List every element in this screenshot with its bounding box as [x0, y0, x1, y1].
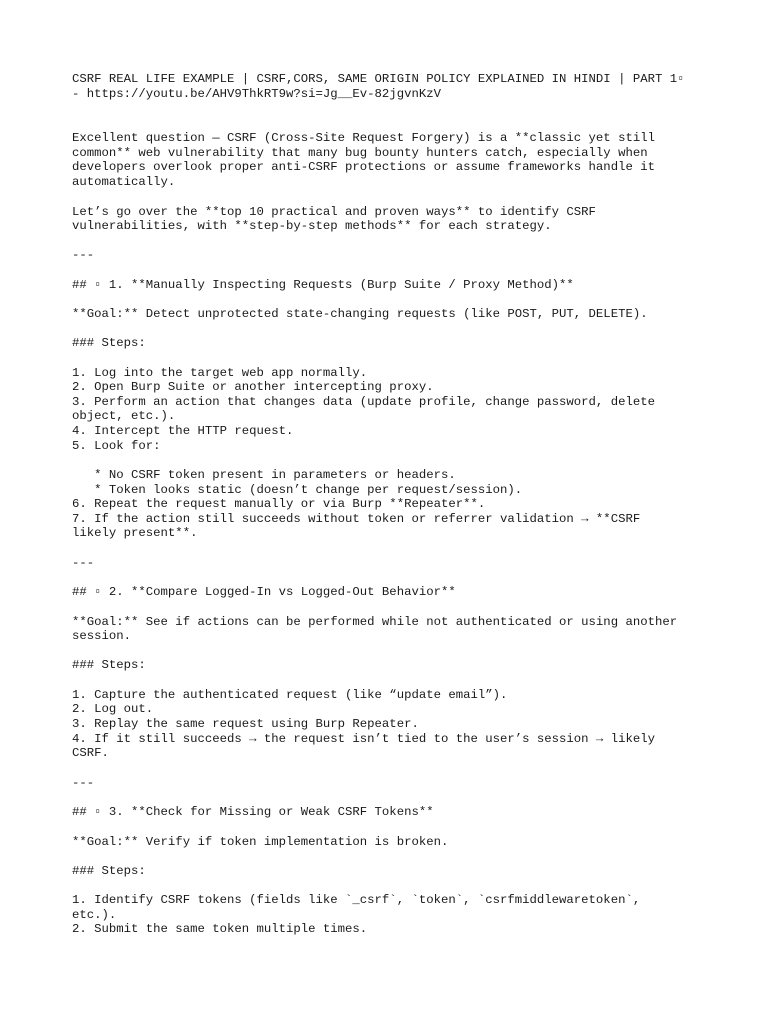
list-item: * No CSRF token present in parameters or headers. [72, 468, 456, 482]
text-line: vulnerabilities, with **step-by-step methods** for each strategy. [72, 219, 552, 233]
list-item: * Token looks static (doesn’t change per request/session). [72, 483, 523, 497]
divider-line: --- [72, 556, 95, 570]
subheading: ### Steps: [72, 864, 146, 878]
text-line: developers overlook proper anti-CSRF protections or assume frameworks handle it [72, 160, 655, 174]
list-item: 2. Log out. [72, 702, 154, 716]
text-line: Excellent question — CSRF (Cross-Site Request Forgery) is a **classic yet still [72, 131, 655, 145]
divider-line: --- [72, 248, 95, 262]
list-item: etc.). [72, 908, 117, 922]
text-line: session. [72, 629, 132, 643]
list-item: 3. Replay the same request using Burp Repeater. [72, 717, 419, 731]
text-line: **Goal:** See if actions can be performed while not authenticated or using another [72, 615, 678, 629]
text-line: CSRF REAL LIFE EXAMPLE | CSRF,CORS, SAME ORIGIN POLICY EXPLAINED IN HINDI | PART 1▫ [72, 72, 685, 86]
list-item: 2. Open Burp Suite or another intercepting proxy. [72, 380, 434, 394]
list-item: 4. Intercept the HTTP request. [72, 424, 294, 438]
text-line: common** web vulnerability that many bug bounty hunters catch, especially when [72, 146, 648, 160]
list-item: 4. If it still succeeds → the request isn’t tied to the user’s session → likely [72, 732, 655, 746]
section-heading: ## ▫ 1. **Manually Inspecting Requests (Burp Suite / Proxy Method)** [72, 278, 574, 292]
list-item: 2. Submit the same token multiple times. [72, 922, 368, 936]
list-item: likely present**. [72, 526, 198, 540]
section-heading: ## ▫ 2. **Compare Logged-In vs Logged-Out Behavior** [72, 585, 456, 599]
list-item: CSRF. [72, 746, 109, 760]
divider-line: --- [72, 776, 95, 790]
subheading: ### Steps: [72, 336, 146, 350]
text-line: **Goal:** Detect unprotected state-changing requests (like POST, PUT, DELETE). [72, 307, 648, 321]
section-heading: ## ▫ 3. **Check for Missing or Weak CSRF Tokens** [72, 805, 434, 819]
list-item: 6. Repeat the request manually or via Burp **Repeater**. [72, 497, 486, 511]
text-line: **Goal:** Verify if token implementation is broken. [72, 835, 449, 849]
text-line: - https://youtu.be/AHV9ThkRT9w?si=Jg__Ev-82jgvnKzV [72, 87, 441, 101]
list-item: 5. Look for: [72, 439, 161, 453]
list-item: 1. Log into the target web app normally. [72, 366, 368, 380]
list-item: 1. Identify CSRF tokens (fields like `_csrf`, `token`, `csrfmiddlewaretoken`, [72, 893, 641, 907]
text-line: Let’s go over the **top 10 practical and proven ways** to identify CSRF [72, 205, 596, 219]
text-line: automatically. [72, 175, 176, 189]
list-item: 1. Capture the authenticated request (like “update email”). [72, 688, 508, 702]
list-item: 7. If the action still succeeds without token or referrer validation → **CSRF [72, 512, 641, 526]
list-item: object, etc.). [72, 409, 176, 423]
subheading: ### Steps: [72, 658, 146, 672]
list-item: 3. Perform an action that changes data (update profile, change password, delete [72, 395, 655, 409]
